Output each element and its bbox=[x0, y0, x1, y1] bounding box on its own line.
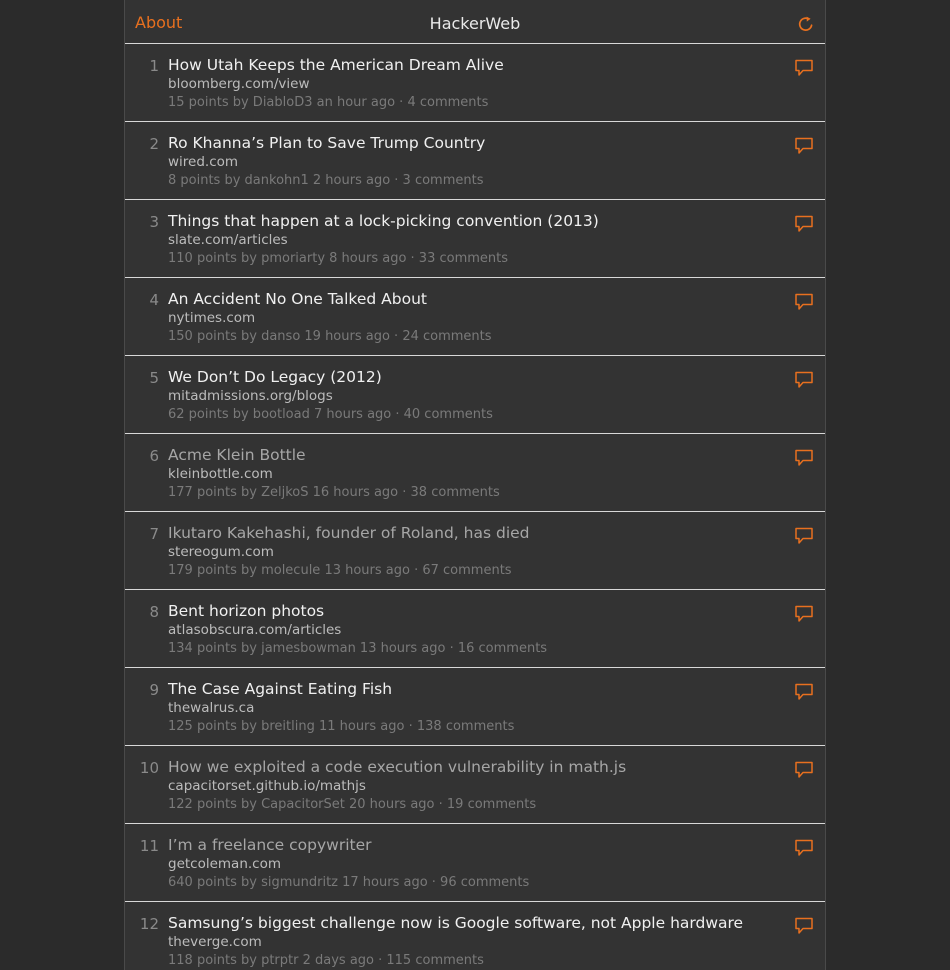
app-container bbox=[124, 0, 826, 970]
story-rank: 4 bbox=[149, 291, 159, 309]
story-title-link[interactable]: Ikutaro Kakehashi, founder of Roland, has died bbox=[168, 524, 530, 542]
story-title-link[interactable]: Samsung’s biggest challenge now is Google software, not Apple hardware bbox=[168, 914, 744, 932]
story-title-link[interactable]: The Case Against Eating Fish bbox=[168, 680, 393, 698]
story-title-link[interactable]: How we exploited a code execution vulnerability in math.js bbox=[168, 758, 627, 776]
story-domain: atlasobscura.com/articles bbox=[168, 622, 342, 638]
comments-icon[interactable] bbox=[794, 59, 814, 77]
story-title-link[interactable]: Bent horizon photos bbox=[168, 602, 325, 620]
comments-icon[interactable] bbox=[794, 527, 814, 545]
story-rank: 1 bbox=[149, 57, 159, 75]
story-domain: capacitorset.github.io/mathjs bbox=[168, 778, 366, 794]
story-item bbox=[125, 668, 825, 746]
comments-icon[interactable] bbox=[794, 683, 814, 701]
story-domain: theverge.com bbox=[168, 934, 262, 950]
story-title-link[interactable]: How Utah Keeps the American Dream Alive bbox=[168, 56, 504, 74]
comments-icon[interactable] bbox=[794, 917, 814, 935]
story-item bbox=[125, 200, 825, 278]
story-item bbox=[125, 512, 825, 590]
story-item bbox=[125, 902, 825, 970]
story-title-link[interactable]: Ro Khanna’s Plan to Save Trump Country bbox=[168, 134, 486, 152]
story-meta: 177 points by ZeljkoS 16 hours ago · 38 comments bbox=[168, 485, 500, 500]
story-title-link[interactable]: Things that happen at a lock-picking convention (2013) bbox=[168, 212, 599, 230]
story-item bbox=[125, 590, 825, 668]
story-meta: 110 points by pmoriarty 8 hours ago · 33 comments bbox=[168, 251, 509, 266]
story-list bbox=[125, 44, 825, 970]
story-domain: kleinbottle.com bbox=[168, 466, 273, 482]
story-domain: nytimes.com bbox=[168, 310, 256, 326]
story-rank: 3 bbox=[149, 213, 159, 231]
story-meta: 15 points by DiabloD3 an hour ago · 4 comments bbox=[168, 95, 489, 110]
story-meta: 134 points by jamesbowman 13 hours ago · 16 comments bbox=[168, 641, 548, 656]
story-title-link[interactable]: An Accident No One Talked About bbox=[168, 290, 427, 308]
story-rank: 5 bbox=[149, 369, 159, 387]
story-rank: 11 bbox=[139, 837, 159, 855]
comments-icon[interactable] bbox=[794, 839, 814, 857]
header-bar bbox=[125, 0, 825, 44]
comments-icon[interactable] bbox=[794, 449, 814, 467]
story-rank: 6 bbox=[149, 447, 159, 465]
story-meta: 640 points by sigmundritz 17 hours ago · 96 comments bbox=[168, 875, 530, 890]
story-item bbox=[125, 746, 825, 824]
story-item bbox=[125, 278, 825, 356]
story-item bbox=[125, 356, 825, 434]
comments-icon[interactable] bbox=[794, 293, 814, 311]
story-domain: getcoleman.com bbox=[168, 856, 282, 872]
comments-icon[interactable] bbox=[794, 761, 814, 779]
app-title: HackerWeb bbox=[429, 14, 521, 33]
story-title-link[interactable]: We Don’t Do Legacy (2012) bbox=[168, 368, 382, 386]
story-title-link[interactable]: Acme Klein Bottle bbox=[168, 446, 306, 464]
story-meta: 8 points by dankohn1 2 hours ago · 3 comments bbox=[168, 173, 484, 188]
story-domain: slate.com/articles bbox=[168, 232, 288, 248]
comments-icon[interactable] bbox=[794, 137, 814, 155]
story-rank: 2 bbox=[149, 135, 159, 153]
story-meta: 62 points by bootload 7 hours ago · 40 comments bbox=[168, 407, 493, 422]
story-rank: 8 bbox=[149, 603, 159, 621]
story-meta: 179 points by molecule 13 hours ago · 67 comments bbox=[168, 563, 512, 578]
story-rank: 9 bbox=[149, 681, 159, 699]
story-title-link[interactable]: I’m a freelance copywriter bbox=[168, 836, 372, 854]
story-item bbox=[125, 44, 825, 122]
story-item bbox=[125, 434, 825, 512]
comments-icon[interactable] bbox=[794, 605, 814, 623]
story-item bbox=[125, 122, 825, 200]
story-domain: thewalrus.ca bbox=[168, 700, 255, 716]
comments-icon[interactable] bbox=[794, 215, 814, 233]
refresh-icon[interactable] bbox=[797, 15, 815, 33]
story-domain: wired.com bbox=[168, 154, 239, 170]
comments-icon[interactable] bbox=[794, 371, 814, 389]
story-domain: bloomberg.com/view bbox=[168, 76, 310, 92]
story-meta: 118 points by ptrptr 2 days ago · 115 comments bbox=[168, 953, 484, 968]
story-meta: 122 points by CapacitorSet 20 hours ago · 19 comments bbox=[168, 797, 537, 812]
about-link[interactable]: About bbox=[135, 13, 183, 32]
story-rank: 12 bbox=[139, 915, 159, 933]
story-domain: mitadmissions.org/blogs bbox=[168, 388, 333, 404]
story-rank: 10 bbox=[139, 759, 159, 777]
story-item bbox=[125, 824, 825, 902]
story-domain: stereogum.com bbox=[168, 544, 274, 560]
story-rank: 7 bbox=[149, 525, 159, 543]
story-meta: 150 points by danso 19 hours ago · 24 comments bbox=[168, 329, 492, 344]
story-meta: 125 points by breitling 11 hours ago · 138 comments bbox=[168, 719, 515, 734]
